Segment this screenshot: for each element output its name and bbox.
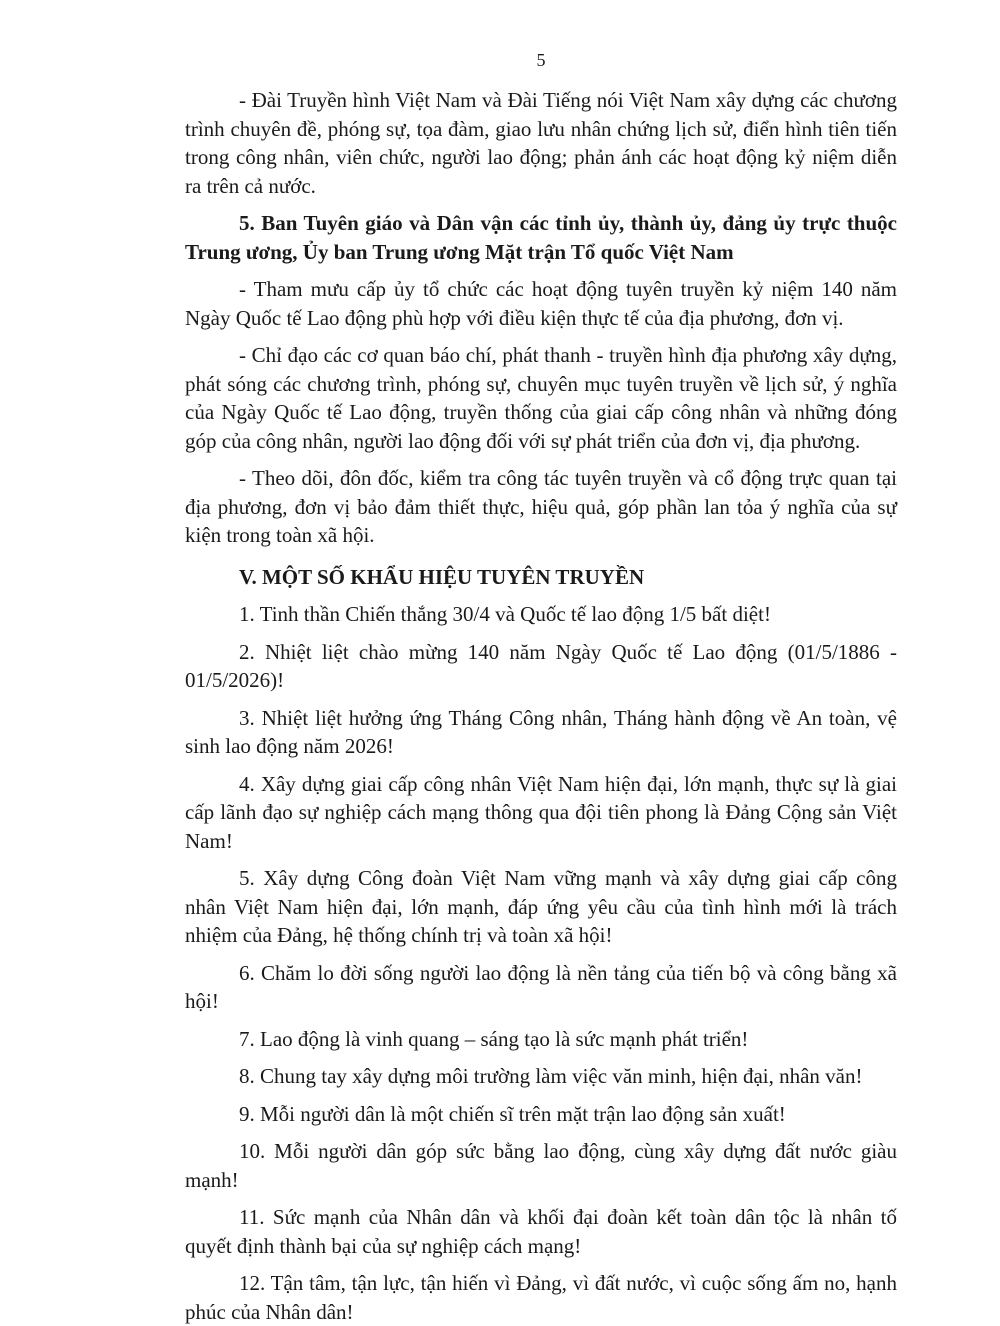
section-5-heading: 5. Ban Tuyên giáo và Dân vận các tỉnh ủy, thành ủy, đảng ủy trực thuộc Trung ương, Ủy ban Trung ương Mặt trận Tổ quốc Việt Nam [185,211,897,264]
slogan-item: 7. Lao động là vinh quang – sáng tạo là sức mạnh phát triển! [239,1026,749,1051]
document-body [185,86,897,1326]
slogan-item: 1. Tinh thần Chiến thắng 30/4 và Quốc tế lao động 1/5 bất diệt! [239,602,771,626]
section-5-item: - Theo dõi, đôn đốc, kiểm tra công tác tuyên truyền và cổ động trực quan tại địa phương, đơn vị bảo đảm thiết thực, hiệu quả, góp phần lan tỏa ý nghĩa của sự kiện trong toàn xã hội. [185,466,897,547]
slogan-item: 4. Xây dựng giai cấp công nhân Việt Nam hiện đại, lớn mạnh, thực sự là giai cấp lãnh đạo sự nghiệp cách mạng thông qua đội tiên phong là Đảng Cộng sản Việt Nam! [185,771,897,853]
slogan-item: 3. Nhiệt liệt hưởng ứng Tháng Công nhân, Tháng hành động về An toàn, vệ sinh lao động năm 2026! [185,705,897,758]
slogan-item: 2. Nhiệt liệt chào mừng 140 năm Ngày Quốc tế Lao động (01/5/1886 - 01/5/2026)! [185,639,897,692]
section-v-title: V. MỘT SỐ KHẨU HIỆU TUYÊN TRUYỀN [239,564,645,589]
paragraph-broadcast: - Đài Truyền hình Việt Nam và Đài Tiếng nói Việt Nam xây dựng các chương trình chuyên đề, phóng sự, tọa đàm, giao lưu nhân chứng lịch sử, điển hình tiên tiến trong công nhân, viên chức, người lao động; phản ánh các hoạt động kỷ niệm diễn ra trên cả nước. [185,88,897,198]
slogan-item: 9. Mỗi người dân là một chiến sĩ trên mặt trận lao động sản xuất! [239,1101,786,1126]
section-5-item: - Tham mưu cấp ủy tổ chức các hoạt động tuyên truyền kỷ niệm 140 năm Ngày Quốc tế Lao động phù hợp với điều kiện thực tế của địa phương, đơn vị. [185,277,897,330]
page-number: 5 [536,50,546,70]
slogan-item: 12. Tận tâm, tận lực, tận hiến vì Đảng, vì đất nước, vì cuộc sống ấm no, hạnh phúc của Nhân dân! [185,1271,897,1324]
section-5-item: - Chỉ đạo các cơ quan báo chí, phát thanh - truyền hình địa phương xây dựng, phát sóng các chương trình, phóng sự, chuyên mục tuyên truyền về lịch sử, ý nghĩa của Ngày Quốc tế Lao động, truyền thống của giai cấp công nhân và những đóng góp của công nhân, người lao động đối với sự phát triển của đơn vị, địa phương. [185,343,897,453]
slogan-item: 10. Mỗi người dân góp sức bằng lao động, cùng xây dựng đất nước giàu mạnh! [185,1139,897,1192]
slogan-item: 5. Xây dựng Công đoàn Việt Nam vững mạnh và xây dựng giai cấp công nhân Việt Nam hiện đại, lớn mạnh, đáp ứng yêu cầu của tình hình mới là trách nhiệm của Đảng, hệ thống chính trị và toàn xã hội! [185,866,897,947]
slogan-item: 6. Chăm lo đời sống người lao động là nền tảng của tiến bộ và công bằng xã hội! [185,960,897,1013]
slogan-item: 8. Chung tay xây dựng môi trường làm việc văn minh, hiện đại, nhân văn! [239,1064,863,1088]
slogan-item: 11. Sức mạnh của Nhân dân và khối đại đoàn kết toàn dân tộc là nhân tố quyết định thành bại của sự nghiệp cách mạng! [185,1205,897,1258]
